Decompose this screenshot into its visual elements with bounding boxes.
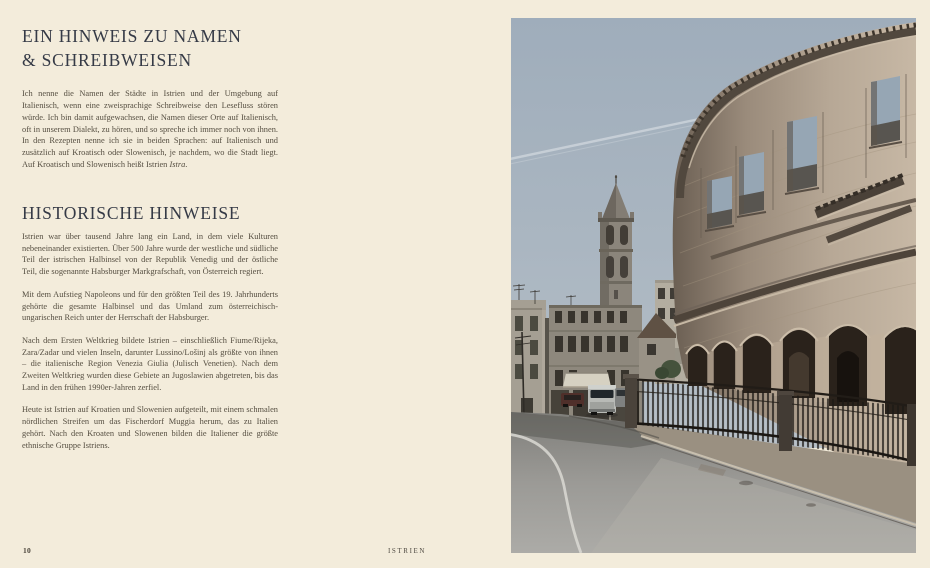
photo-pula-amphitheater xyxy=(511,18,916,553)
history-paragraph-4: Heute ist Istrien auf Kroatien und Slowenien aufgeteilt, mit einem schmalen nördlichen Streifen um das Fischerdorf Muggia herum, das zu Italien gehört. Nach den Kroaten und Slowenen bilden die Italiener die größte ethnische Gruppe Istriens. xyxy=(22,405,278,450)
parked-van xyxy=(586,385,618,418)
fence-post xyxy=(779,395,792,451)
running-title: ISTRIEN xyxy=(388,547,427,555)
history-section-title xyxy=(22,201,240,225)
history-paragraph-2: Mit dem Aufstieg Napoleons und für den größten Teil des 19. Jahrhunderts gehörte die gesamte Halbinsel und das Umland zum österreichisch-ungarischen Reich unter der Herrschaft der Habsburger. xyxy=(22,289,278,323)
parked-car-red xyxy=(561,393,584,407)
page-number: 10 xyxy=(23,546,32,555)
names-title-line2: & SCHREIBWEISEN xyxy=(22,49,192,70)
names-title-line1: EIN HINWEIS ZU NAMEN xyxy=(22,25,242,46)
names-section-title xyxy=(22,24,242,72)
history-paragraphs xyxy=(22,231,278,462)
left-building xyxy=(511,284,546,432)
history-paragraph-3: Nach dem Ersten Weltkrieg bildete Istrien – einschließlich Fiume/Rijeka, Zara/Zadar und vielen Inseln, darunter Lussino/Lošinj als größte von ihnen – die italienische Region Venezia Giulia (Julisch Venetien). Nach dem Zweiten Weltkrieg wurden diese Gebiete an Jugoslawien abgetreten, bis das Land in den frühen 1990er-Jahren zerfiel. xyxy=(22,335,278,392)
photo-illustration xyxy=(511,18,916,553)
intro-text: Ich nenne die Namen der Städte in Istrien und der Umgebung auf Italienisch, wenn eine zweisprachige Schreibweise den Lesefluss stören würde. Ich bin damit aufgewachsen, die Namen dieser Orte auf Italienisch, oft in unserem Dialekt, zu hören, und so spreche ich immer noch von ihnen. In den Rezepten nenne ich sie in beiden Sprachen: auf Italienisch und zusätzlich auf Kroatisch oder Slowenisch, je nachdem, wo die Stadt liegt. Auf Kroatisch und Slowenisch heißt Istrien xyxy=(22,89,278,169)
intro-italic-term: Istra xyxy=(169,159,186,169)
shop-awning xyxy=(563,373,611,387)
names-intro-paragraph xyxy=(22,88,278,170)
fence-post xyxy=(625,378,637,428)
history-paragraph-1: Istrien war über tausend Jahre lang ein Land, in dem viele Kulturen nebeneinander existierten. Über 500 Jahre wurde der westliche und südliche Teil der istrischen Halbinsel von der Republik Venedig und der östliche Teil, die sogenannte Habsburger Markgrafschaft, von Österreich regiert. xyxy=(22,232,278,277)
intro-end: . xyxy=(185,159,188,169)
history-title: HISTORISCHE HINWEISE xyxy=(22,202,241,223)
